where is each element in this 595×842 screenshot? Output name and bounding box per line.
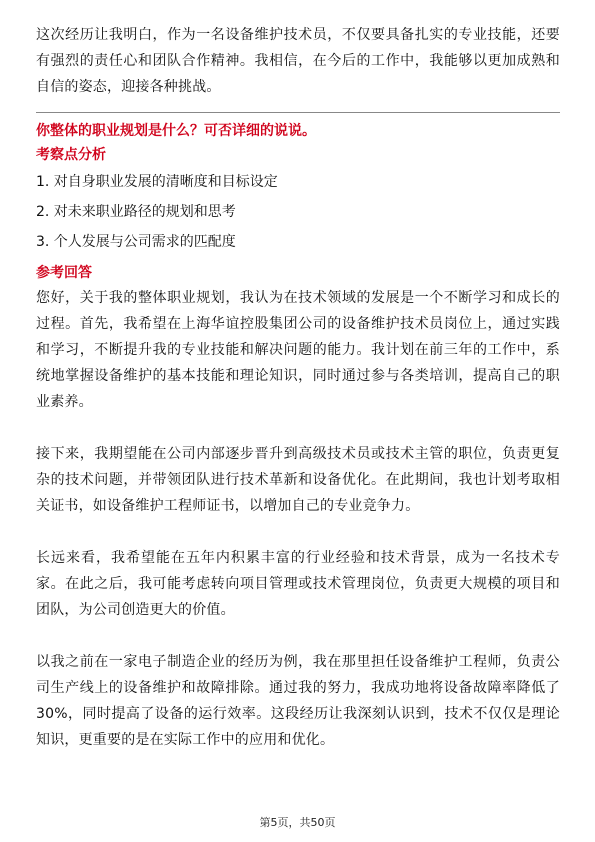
analysis-list [36,167,560,257]
list-item: 3. 个人发展与公司需求的匹配度 [36,234,236,250]
answer-paragraph: 以我之前在一家电子制造企业的经历为例，我在那里担任设备维护工程师，负责公司生产线上的设备维护和故障排除。通过我的努力，我成功地将设备故障率降低了30%，同时提高了设备的运行效率。这段经历让我深刻认识到，技术不仅仅是理论知识，更重要的是在实际工作中的应用和优化。 [36,654,560,748]
document-body [36,22,560,753]
intro-paragraph: 这次经历让我明白，作为一名设备维护技术员，不仅要具备扎实的专业技能，还要有强烈的责任心和团队合作精神。我相信，在今后的工作中，我能够以更加成熟和自信的姿态，迎接各种挑战。 [36,27,560,95]
answer-paragraph: 您好，关于我的整体职业规划，我认为在技术领域的发展是一个不断学习和成长的过程。首先，我希望在上海华谊控股集团公司的设备维护技术员岗位上，通过实践和学习，不断提升我的专业技能和解决问题的能力。我计划在前三年的工作中，系统地掌握设备维护的基本技能和理论知识，同时通过参与各类培训，提高自己的职业素养。 [36,290,560,410]
answer-paragraph: 长远来看，我希望能在五年内积累丰富的行业经验和技术背景，成为一名技术专家。在此之后，我可能考虑转向项目管理或技术管理岗位，负责更大规模的项目和团队，为公司创造更大的价值。 [36,550,560,618]
section-divider [36,112,560,113]
list-item: 2. 对未来职业路径的规划和思考 [36,204,236,220]
analysis-heading: 考察点分析 [36,147,106,163]
answer-heading: 参考回答 [36,265,92,281]
page-number: 第5页，共50页 [259,816,336,829]
question-heading: 你整体的职业规划是什么？可否详细的说说。 [36,123,316,139]
list-item: 1. 对自身职业发展的清晰度和目标设定 [36,174,278,190]
answer-paragraph: 接下来，我期望能在公司内部逐步晋升到高级技术员或技术主管的职位，负责更复杂的技术问题，并带领团队进行技术革新和设备优化。在此期间，我也计划考取相关证书，如设备维护工程师证书，以增加自己的专业竞争力。 [36,446,560,514]
